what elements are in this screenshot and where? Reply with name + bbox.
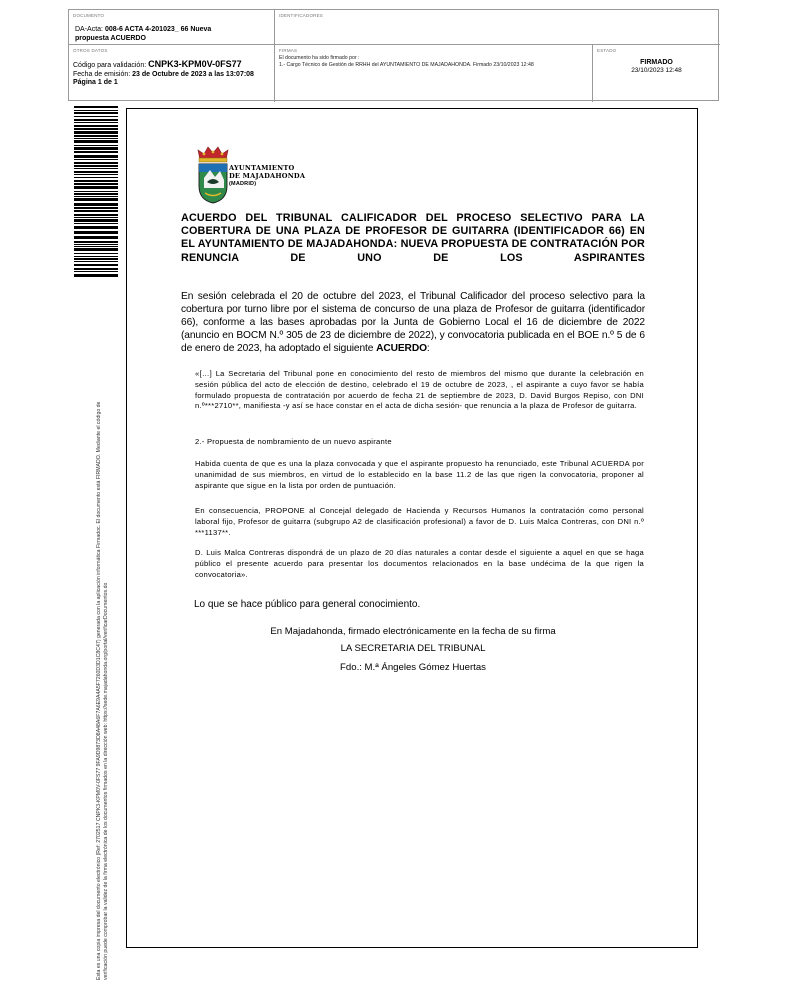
barcode-bar <box>74 256 118 257</box>
barcode-bar <box>74 112 118 114</box>
barcode-bar <box>74 193 118 195</box>
barcode-bar <box>74 223 118 224</box>
barcode-bar <box>74 246 118 247</box>
documento-value: DA-Acta: 008-6 ACTA 4-201023_ 66 Nueva propuesta ACUERDO <box>75 26 212 42</box>
barcode-bar <box>74 183 118 185</box>
barcode-bar <box>74 196 118 197</box>
barcode-bar <box>74 165 118 167</box>
barcode-bar <box>74 122 118 123</box>
validation-code: Código para validación: CNPK3-KPM0V-0FS77 <box>73 59 242 69</box>
barcode-bar <box>74 241 118 243</box>
barcode-bar <box>74 140 118 143</box>
barcode-bar <box>74 244 118 245</box>
barcode-bar <box>74 125 118 127</box>
barcode-bar <box>74 210 118 212</box>
barcode-bar <box>74 198 118 201</box>
verification-note <box>96 290 110 980</box>
barcode-bar <box>74 274 118 277</box>
intro-paragraph: En sesión celebrada el 20 de octubre del 2023, el Tribunal Calificador del proceso selectivo para la cobertura por turno libre por el sistema de concurso de una plaza de Profesor de guitarra (identificador 66), conforme a las bases aprobadas por la Junta de Gobierno Local el 16 de diciembre de 2022 (anuncio en BOCM N.º 305 de 23 de diciembre de 2022), y convocatoria publicada en el BOE n.º 5 de 6 de enero de 2023, ha adoptado el siguiente ACUERDO: <box>181 291 645 354</box>
barcode-bar <box>74 119 118 121</box>
logo-line-3: (MADRID) <box>229 181 257 187</box>
barcode-bar <box>74 180 118 182</box>
barcode-bar <box>74 106 118 108</box>
barcode-bar <box>74 253 118 254</box>
barcode-bar <box>74 207 118 209</box>
estado-value: FIRMADO <box>640 59 673 66</box>
barcode-bar <box>74 135 118 137</box>
estado-label: ESTADO <box>597 48 617 53</box>
barcode-bar <box>74 203 118 206</box>
barcode-bar <box>74 131 118 134</box>
firmas-label: FIRMAS <box>279 48 298 53</box>
firmas-line-1: El documento ha sido firmado por : <box>279 55 360 61</box>
quote-paragraph-4: En consecuencia, PROPONE al Concejal delegado de Hacienda y Recursos Humanos la contratación como personal laboral fijo, Profesor de guitarra (subgrupo A2 de clasificación profesional) a favor de D. Luis Malca Contreras, con DNI n.º ***1137**. <box>195 506 644 537</box>
verification-line-1: Esta es una copia impresa del documento electrónico (Ref: 2702517 CNPK3-KPM0V-0FS77 9FA9D9873D8A48A6F7A6E9A4A5F7260D3D1C8C47) generada con la aplicación informática Firmadoc. El documento está FIRMADO. Mediante el código de <box>96 401 102 980</box>
barcode-bar <box>74 248 118 251</box>
barcode-bar <box>74 268 118 270</box>
barcode-bar <box>74 231 118 234</box>
coat-of-arms-icon <box>195 146 231 204</box>
barcode-bar <box>74 264 118 266</box>
barcode-bar <box>74 261 118 262</box>
barcode-bar <box>74 145 118 146</box>
barcode-bar <box>74 177 118 178</box>
closing-line: Lo que se hace público para general conocimiento. <box>194 599 421 610</box>
documento-label: DOCUMENTO <box>73 13 105 18</box>
documento-cell <box>69 10 275 45</box>
estado-date: 23/10/2023 12:48 <box>631 67 682 74</box>
barcode <box>74 106 118 278</box>
barcode-bar <box>74 128 118 130</box>
issue-date: Fecha de emisión: 23 de Octubre de 2023 a las 13:07:08 <box>73 70 254 78</box>
barcode-bar <box>74 174 118 175</box>
barcode-bar <box>74 217 118 218</box>
signature-line-1: En Majadahonda, firmado electrónicamente en la fecha de su firma <box>270 626 556 637</box>
page-count: Página 1 de 1 <box>73 79 118 86</box>
barcode-bar <box>74 138 118 139</box>
verification-line-2: verificación puede comprobar la validez de la firma electrónica de los documentos firmados en la dirección web: https://sede.majadahonda.org/portal/verificarDocumentos.do <box>103 582 110 980</box>
document-header <box>68 9 719 101</box>
barcode-bar <box>74 110 118 111</box>
barcode-bar <box>74 171 118 173</box>
barcode-bar <box>74 271 118 272</box>
quote-paragraph-5: D. Luis Malca Contreras dispondrá de un plazo de 20 días naturales a contar desde el siguiente a aquel en que se haga público el presente acuerdo para presentar los documentos relacionados en la base undécima de la que rigen la convocatoria». <box>195 548 644 579</box>
otros-datos-cell <box>69 45 275 102</box>
barcode-bar <box>74 147 118 150</box>
quote-paragraph-3: Habida cuenta de que es una la plaza convocada y que el aspirante propuesto ha renunciado, este Tribunal ACUERDA por unanimidad de sus miembros, en virtud de lo establecido en la base 11.2 de las que rigen la convocatoria, proponer al aspirante que sigue en la lista por orden de puntuación. <box>195 459 644 490</box>
barcode-bar <box>74 116 118 117</box>
barcode-bar <box>74 162 118 164</box>
firmas-line-2: 1.- Cargo Técnico de Gestión de RRHH del AYUNTAMIENTO DE MAJADAHONDA. Firmado 23/10/2023 12:48 <box>279 62 534 68</box>
document-title: ACUERDO DEL TRIBUNAL CALIFICADOR DEL PROCESO SELECTIVO PARA LA COBERTURA DE UNA PLAZA DE PROFESOR DE GUITARRA (IDENTIFICADOR 66) EN EL AYUNTAMIENTO DE MAJADAHONDA: NUEVA PROPUESTA DE CONTRATACIÓN POR RENUNCIA DE UNO DE LOS ASPIRANTES <box>181 212 645 264</box>
barcode-bar <box>74 214 118 216</box>
barcode-bar <box>74 191 118 192</box>
signature-line-2: LA SECRETARIA DEL TRIBUNAL <box>340 643 486 654</box>
estado-cell <box>593 45 720 102</box>
barcode-bar <box>74 258 118 260</box>
logo-line-2: DE MAJADAHONDA <box>229 172 306 180</box>
quote-paragraph-1: «[…] La Secretaria del Tribunal pone en conocimiento del resto de miembros del mismo que durante la celebración en sesión pública del acto de elección de destino, celebrado el 19 de octubre de 2023, , el aspirante a cuyo favor se había formulado propuesta de contratación por acuerdo de fecha 21 de septiembre de 2023, D. David Burgos Repiso, con DNI n.º***2710**, manifiesta -y así se hace constar en el acta de dicha sesión- que renuncia a la plaza de Profesor de guitarra. <box>195 369 644 411</box>
firmas-cell <box>275 45 593 102</box>
quote-heading-2: 2.- Propuesta de nombramiento de un nuevo aspirante <box>195 437 392 446</box>
identificadores-cell <box>275 10 720 45</box>
barcode-bar <box>74 155 118 158</box>
barcode-bar <box>74 168 118 169</box>
logo-line-1: AYUNTAMIENTO <box>229 164 295 172</box>
barcode-bar <box>74 219 118 222</box>
barcode-bar <box>74 236 118 239</box>
barcode-bar <box>74 151 118 153</box>
otros-datos-label: OTROS DATOS <box>73 48 108 53</box>
barcode-bar <box>74 186 118 189</box>
municipality-name <box>229 164 305 188</box>
identificadores-label: IDENTIFICADORES <box>279 13 324 18</box>
signature-line-3: Fdo.: M.ª Ángeles Gómez Huertas <box>340 662 486 673</box>
barcode-bar <box>74 226 118 229</box>
barcode-bar <box>74 159 118 160</box>
